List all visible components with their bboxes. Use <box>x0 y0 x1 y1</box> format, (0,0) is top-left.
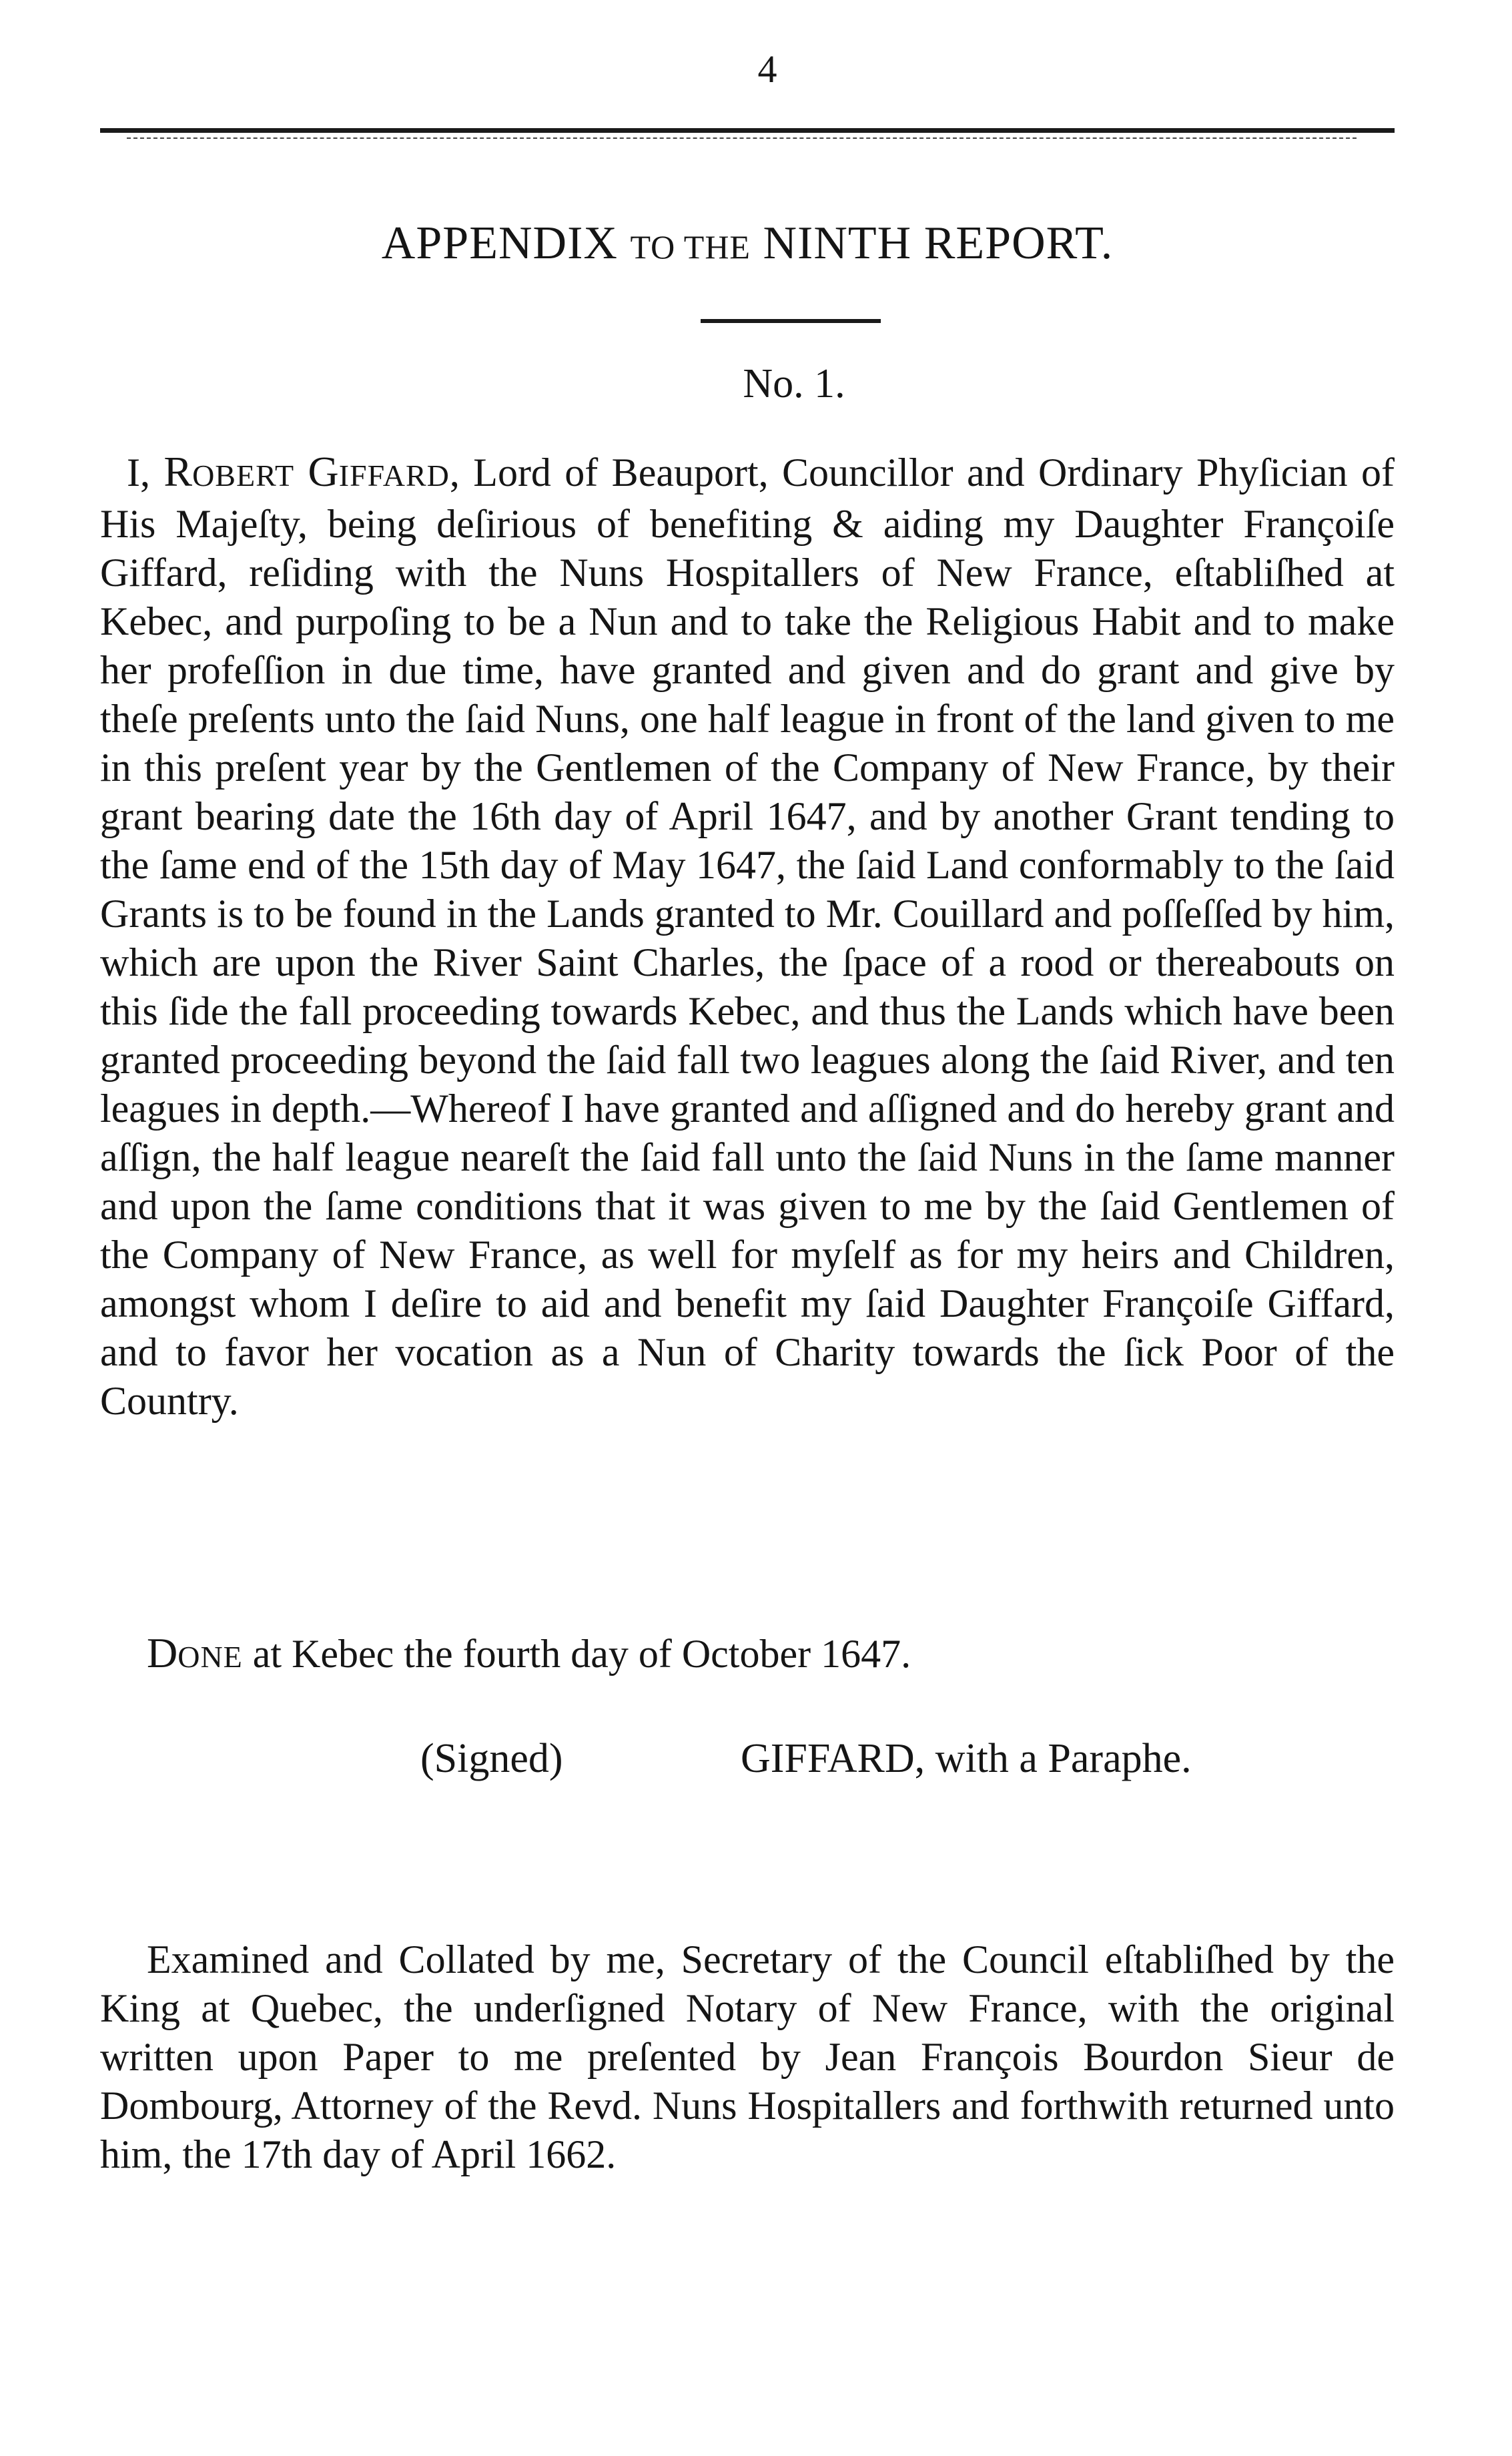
grantor-last-rest: IFFARD <box>338 458 450 493</box>
page-number: 4 <box>757 47 777 91</box>
grant-paragraph <box>100 447 1395 1426</box>
title-to-the: TO THE <box>630 228 751 266</box>
grantor-first-rest: OBERT <box>192 458 295 493</box>
attestation-text <box>100 1935 1395 2179</box>
done-line <box>147 1628 911 1678</box>
title-ninth-report: NINTH REPORT. <box>763 218 1114 269</box>
header-rule <box>100 128 1395 133</box>
signed-label: (Signed) <box>420 1736 563 1781</box>
done-rest: ONE <box>177 1640 243 1674</box>
signature-line <box>420 1735 1192 1783</box>
document-page <box>100 27 1395 2429</box>
grantor-first-initial: R <box>163 448 193 495</box>
title-appendix: APPENDIX <box>381 218 618 269</box>
grantor-last-initial: G <box>308 448 339 495</box>
signatory-name: GIFFARD, with a Paraphe. <box>741 1736 1192 1781</box>
done-text: at Kebec the fourth day of October 1647. <box>242 1632 911 1676</box>
grant-opening: I, <box>127 450 150 495</box>
grant-text <box>100 447 1395 1426</box>
done-initial: D <box>147 1629 178 1676</box>
document-number: No. 1. <box>743 361 845 406</box>
grant-body: , Lord of Beauport, Councillor and Ordinary Phyſician of His Majeſty, being deſirious of benefiting & aiding my Daughter Françoiſe Giffard, reſiding with the Nuns Hospitallers of New France, eſtabliſhed at Kebec, and purpoſing to be a Nun and to take the Religious Habit and to make her profeſſion in due time, have granted and given and do grant and give by theſe preſents unto the ſaid Nuns, one half league in front of the land given to me in this preſent year by the Gentlemen of the Company of New France, by their grant bearing date the 16th day of April 1647, and by another Grant tending to the ſame end of the 15th day of May 1647, the ſaid Land conformably to the ſaid Grants is to be found in the Lands granted to Mr. Couillard and poſſeſſed by him, which are upon the River Saint Charles, the ſpace of a rood or thereabouts on this ſide the fall proceeding towards Kebec, and thus the Lands which have been granted proceeding beyond the ſaid fall two leagues along the ſaid River, and ten leagues in depth.—Whereof I have granted and aſſigned and do hereby grant and aſſign, the half league neareſt the ſaid fall unto the ſaid Nuns in the ſame manner and upon the ſame conditions that it was given to me by the ſaid Gentlemen of the Company of New France, as well for myſelf as for my heirs and Children, amongst whom I deſire to aid and benefit my ſaid Daughter Françoiſe Giffard, and to favor her vocation as a Nun of Charity towards the ſick Poor of the Country. <box>100 450 1395 1423</box>
appendix-title <box>100 217 1395 270</box>
attestation-paragraph: Examined and Collated by me, Secretary of the Council eſtabliſhed by the King at Quebec, the underſigned Notary of New France, with the original written upon Paper to me preſented by Jean François Bourdon Sieur de Dombourg, Attorney of the Revd. Nuns Hospitallers and forthwith returned unto him, the 17th day of April 1662. <box>100 1937 1395 2176</box>
title-rule <box>701 319 881 323</box>
header-rule-dashed <box>127 137 1357 139</box>
